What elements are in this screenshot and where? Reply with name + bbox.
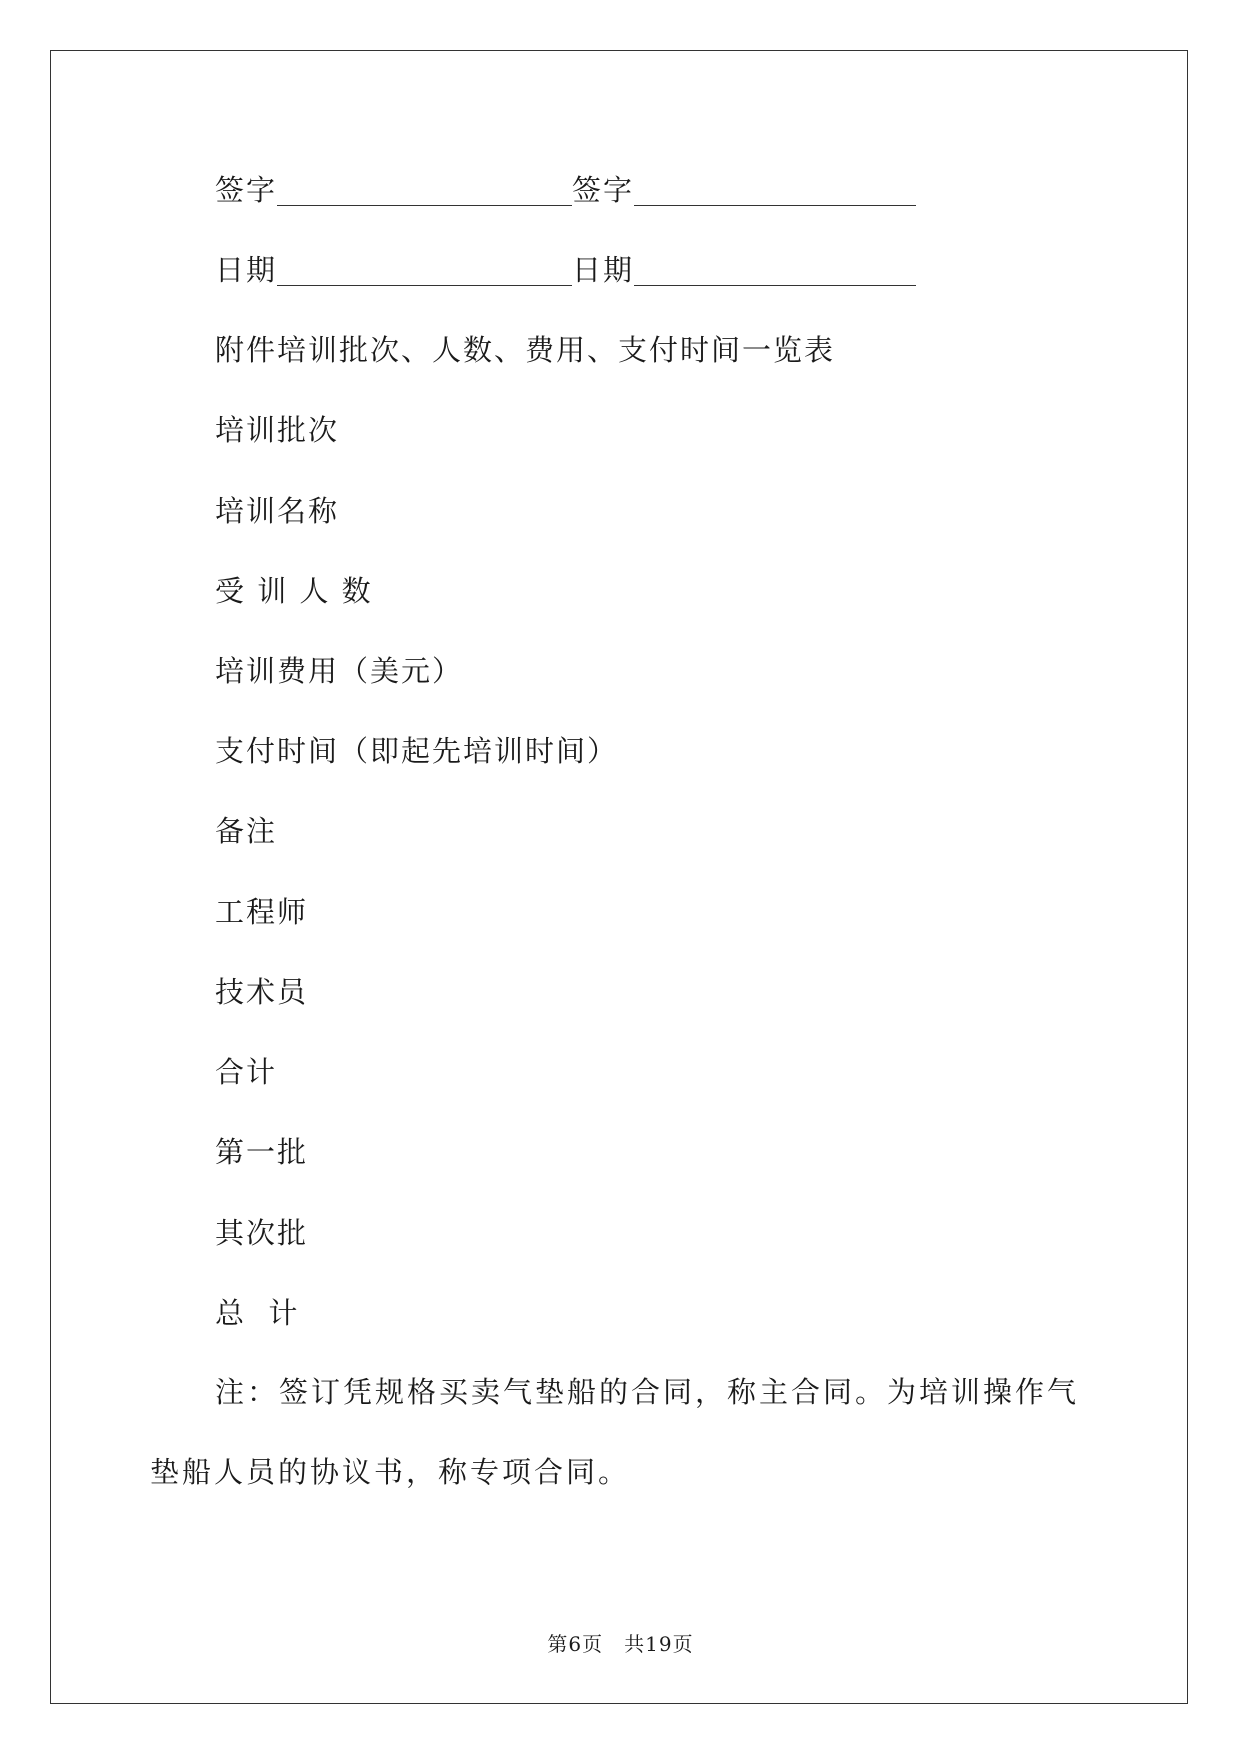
table-row-first-batch: 第一批 bbox=[215, 1135, 309, 1169]
sign-blank-left bbox=[277, 175, 572, 206]
table-row-subtotal: 合计 bbox=[215, 1055, 278, 1089]
signature-row bbox=[215, 170, 916, 210]
table-row-total: 总 计 bbox=[215, 1296, 300, 1330]
table-row-technician: 技术员 bbox=[215, 975, 309, 1009]
table-header-payment-time: 支付时间（即起先培训时间） bbox=[215, 734, 619, 768]
table-header-remarks: 备注 bbox=[215, 814, 278, 848]
date-row bbox=[215, 250, 916, 290]
table-header-trainees: 受 训 人 数 bbox=[215, 574, 373, 608]
table-header-fee: 培训费用（美元） bbox=[215, 654, 464, 688]
sign-label-left: 签字 bbox=[215, 173, 278, 207]
sign-blank-right bbox=[634, 175, 916, 206]
appendix-title: 附件培训批次、人数、费用、支付时间一览表 bbox=[215, 333, 836, 367]
date-label-left: 日期 bbox=[215, 253, 278, 287]
table-row-second-batch: 其次批 bbox=[215, 1216, 309, 1250]
date-blank-right bbox=[634, 255, 916, 286]
table-header-batch: 培训批次 bbox=[215, 413, 340, 447]
table-header-name: 培训名称 bbox=[215, 494, 340, 528]
sign-label-right: 签字 bbox=[572, 173, 635, 207]
note-paragraph: 注：签订凭规格买卖气垫船的合同，称主合同。为培训操作气垫船人员的协议书，称专项合同。 bbox=[150, 1375, 1080, 1489]
page-footer: 第6页 共19页 bbox=[547, 1632, 694, 1656]
table-row-engineer: 工程师 bbox=[215, 895, 309, 929]
date-blank-left bbox=[277, 255, 572, 286]
date-label-right: 日期 bbox=[572, 253, 635, 287]
